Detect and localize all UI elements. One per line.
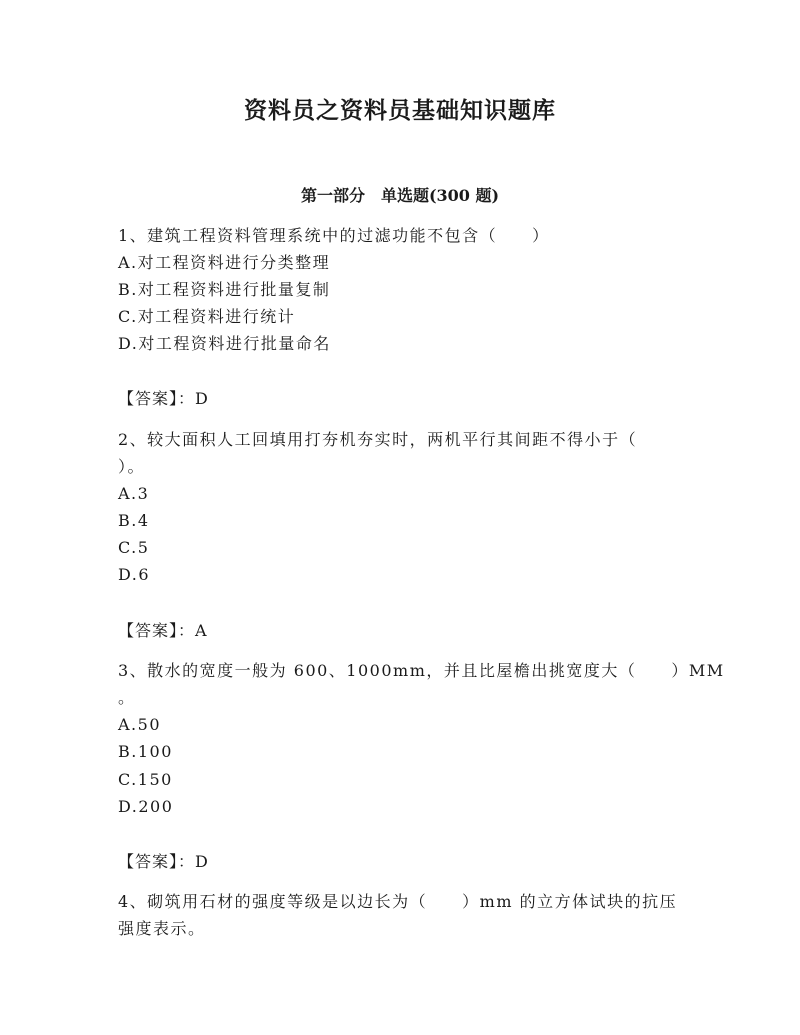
question-1-option-a: A.对工程资料进行分类整理 [118, 253, 331, 272]
question-2-option-c: C.5 [118, 538, 150, 557]
question-2-text: 2、较大面积人工回填用打夯机夯实时，两机平行其间距不得小于（ [118, 430, 638, 449]
question-1-option-b: B.对工程资料进行批量复制 [118, 280, 331, 299]
question-4-text-continued: 强度表示。 [118, 919, 206, 938]
question-1-option-c: C.对工程资料进行统计 [118, 307, 296, 326]
question-3-option-b: B.100 [118, 742, 173, 761]
question-3-option-c: C.150 [118, 770, 173, 789]
question-3-text: 3、散水的宽度一般为 600、1000mm，并且比屋檐出挑宽度大（ ）MM [118, 661, 725, 680]
document-title: 资料员之资料员基础知识题库 [244, 97, 556, 124]
question-3-text-continued: 。 [118, 688, 136, 707]
question-2-option-d: D.6 [118, 565, 151, 584]
answer-value: D [195, 389, 209, 408]
question-3-option-a: A.50 [118, 715, 161, 734]
answer-label: 【答案】： [118, 852, 196, 871]
question-4-text: 4、砌筑用石材的强度等级是以边长为（ ）mm 的立方体试块的抗压 [118, 892, 678, 911]
question-2-option-a: A.3 [118, 484, 150, 503]
question-1-answer [118, 389, 209, 409]
answer-label: 【答案】： [118, 389, 196, 408]
question-2-answer [118, 621, 208, 641]
answer-label: 【答案】： [118, 621, 196, 640]
question-3-answer [118, 852, 209, 872]
answer-value: D [195, 852, 209, 871]
question-2-option-b: B.4 [118, 511, 150, 530]
question-3-option-d: D.200 [118, 797, 174, 816]
question-2-text-continued: ）。 [118, 457, 146, 476]
section-title: 第一部分 单选题(300 题) [300, 186, 500, 205]
question-1-option-d: D.对工程资料进行批量命名 [118, 334, 331, 353]
question-1-text: 1、建筑工程资料管理系统中的过滤功能不包含（ ） [118, 226, 550, 245]
answer-value: A [195, 621, 208, 640]
